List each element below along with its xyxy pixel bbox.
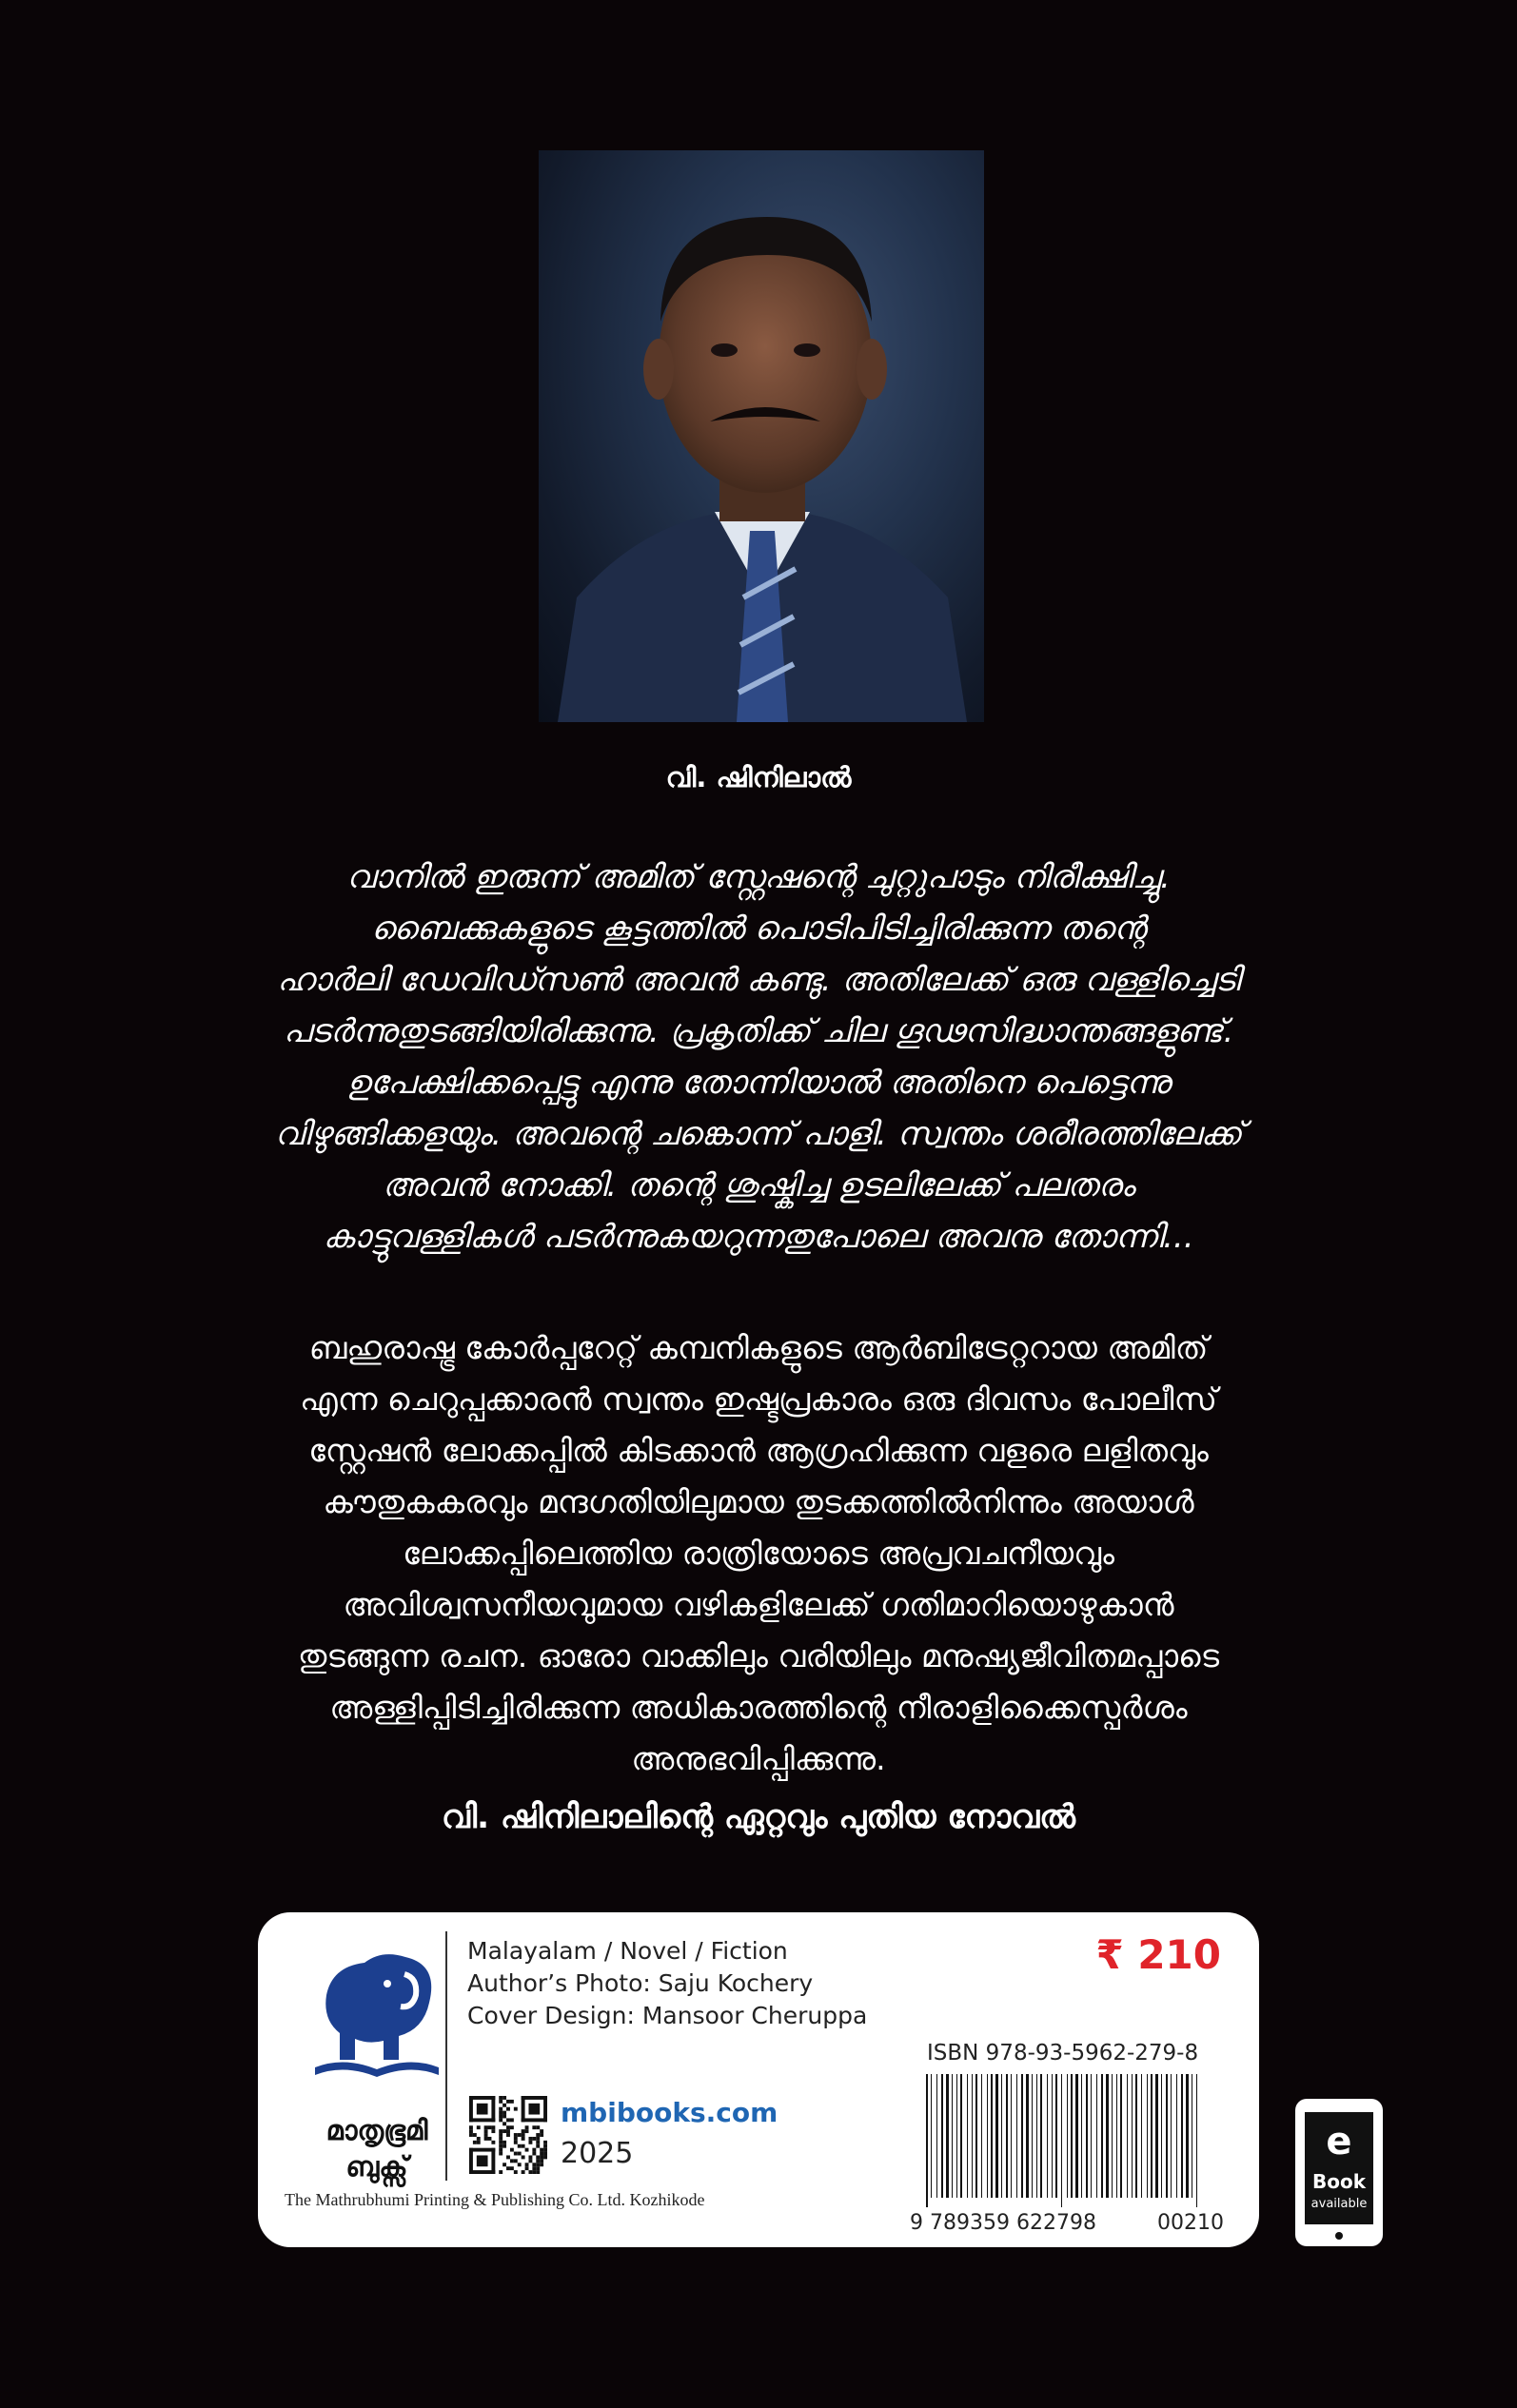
ebook-available-icon [1291, 2095, 1387, 2250]
barcode-main-number: 9 789359 622798 [910, 2211, 1096, 2235]
blurb-excerpt-line: വിഴുങ്ങിക്കളയും. അവന്റെ ചങ്കൊന്ന് പാളി. സ്വന്തം ശരീരത്തിലേക്ക് [274, 1115, 1243, 1153]
barcode-addon-number: 00210 [1157, 2211, 1224, 2235]
elephant-logo-icon [305, 1946, 448, 2088]
publication-year: 2025 [561, 2137, 634, 2170]
blurb-description-line: കൗതുകകരവും മന്ദഗതിയിലുമായ തുടക്കത്തിൽനിന്നും അയാൾ [323, 1483, 1194, 1520]
isbn-label: ISBN 978-93-5962-279-8 [927, 2041, 1199, 2065]
photo-credit-text: Author’s Photo: Saju Kochery [467, 1969, 814, 1997]
blurb-excerpt-line: വാനിൽ ഇരുന്ന് അമിത് സ്റ്റേഷന്റെ ചുറ്റുപാടും നിരീക്ഷിച്ചു. [346, 858, 1171, 896]
publisher-logo-text [296, 2112, 458, 2184]
logo-line-1: മാതൃഭൂമി [325, 2114, 428, 2146]
blurb-description [162, 1322, 1355, 1785]
blurb-description-line: അവിശ്വസനീയവുമായ വഴികളിലേക്ക് ഗതിമാറിയൊഴുകാൻ [343, 1586, 1174, 1623]
blurb-description-line: ബഹുരാഷ്ട്ര കോർപ്പറേറ്റ് കമ്പനികളുടെ ആർബിട്രേറ്ററായ അമിത് [308, 1329, 1209, 1366]
logo-line-2: ബുക്സ് [345, 2150, 408, 2183]
ebook-line-2: available [1310, 2197, 1368, 2211]
genre-text: Malayalam / Novel / Fiction [467, 1937, 788, 1965]
publisher-name: The Mathrubhumi Printing & Publishing Co. Ltd. Kozhikode [285, 2190, 705, 2209]
blurb-description-line: അനുഭവിപ്പിക്കുന്നു. [631, 1740, 886, 1777]
author-photo [539, 150, 984, 722]
blurb-excerpt-line: ഹാർലി ഡേവിഡ്സൺ അവൻ കണ്ടു. അതിലേക്ക് ഒരു വള്ളിച്ചെടി [277, 961, 1240, 999]
blurb-description-line: സ്റ്റേഷൻ ലോക്കപ്പിൽ കിടക്കാൻ ആഗ്രഹിക്കുന്ന വളരെ ലളിതവും [308, 1432, 1209, 1469]
barcode-numbers [910, 2211, 1224, 2235]
book-meta [467, 1935, 867, 2032]
blurb-excerpt-line: പടർന്നുതുടങ്ങിയിരിക്കുന്നു. പ്രകൃതിക്ക് ചില ഗൂഢസിദ്ധാന്തങ്ങളുണ്ട്. [283, 1012, 1234, 1050]
blurb-description-line: അള്ളിപ്പിടിച്ചിരിക്കുന്ന അധികാരത്തിന്റെ നീരാളിക്കൈസ്പർശം [329, 1689, 1188, 1726]
blurb-excerpt-line: ഉപേക്ഷിക്കപ്പെട്ടു എന്നു തോന്നിയാൽ അതിനെ പെട്ടെന്നു [346, 1064, 1171, 1102]
divider [445, 1931, 447, 2181]
book-info-panel [258, 1912, 1259, 2247]
blurb-description-line: തുടങ്ങുന്ന രചന. ഓരോ വാക്കിലും വരിയിലും മനുഷ്യജീവിതമപ്പാടെ [297, 1637, 1220, 1674]
blurb-description-line: ലോക്കപ്പിലെത്തിയ രാത്രിയോടെ അപ്രവചനീയവും [403, 1535, 1114, 1572]
website-link[interactable]: mbibooks.com [561, 2097, 778, 2128]
price-label: ₹ 210 [1095, 1931, 1221, 1978]
cover-credit-text: Cover Design: Mansoor Cheruppa [467, 2002, 868, 2029]
blurb-excerpt [162, 852, 1355, 1263]
qr-code-icon [469, 2096, 547, 2174]
blurb-description-line: എന്ന ചെറുപ്പക്കാരൻ സ്വന്തം ഇഷ്ടപ്രകാരം ഒരു ദിവസം പോലീസ് [300, 1380, 1217, 1418]
ebook-line-1: Book [1311, 2170, 1367, 2193]
blurb-excerpt-line: അവൻ നോക്കി. തന്റെ ശുഷ്കിച്ച ഉടലിലേക്ക് പലതരം [382, 1166, 1135, 1204]
author-portrait-illustration [539, 150, 984, 722]
author-caption: വി. ഷിനിലാൽ [665, 761, 852, 793]
blurb-excerpt-line: കാട്ടുവള്ളികൾ പടർന്നുകയറുന്നതുപോലെ അവനു തോന്നി... [323, 1218, 1194, 1256]
ebook-letter: e [1326, 2120, 1352, 2163]
blurb-excerpt-line: ബൈക്കുകളുടെ കൂട്ടത്തിൽ പൊടിപിടിച്ചിരിക്കുന്ന തന്റെ [371, 910, 1146, 948]
tagline: വി. ഷിനിലാലിന്റെ ഏറ്റവും പുതിയ നോവൽ [441, 1798, 1076, 1836]
barcode-icon [924, 2074, 1202, 2207]
